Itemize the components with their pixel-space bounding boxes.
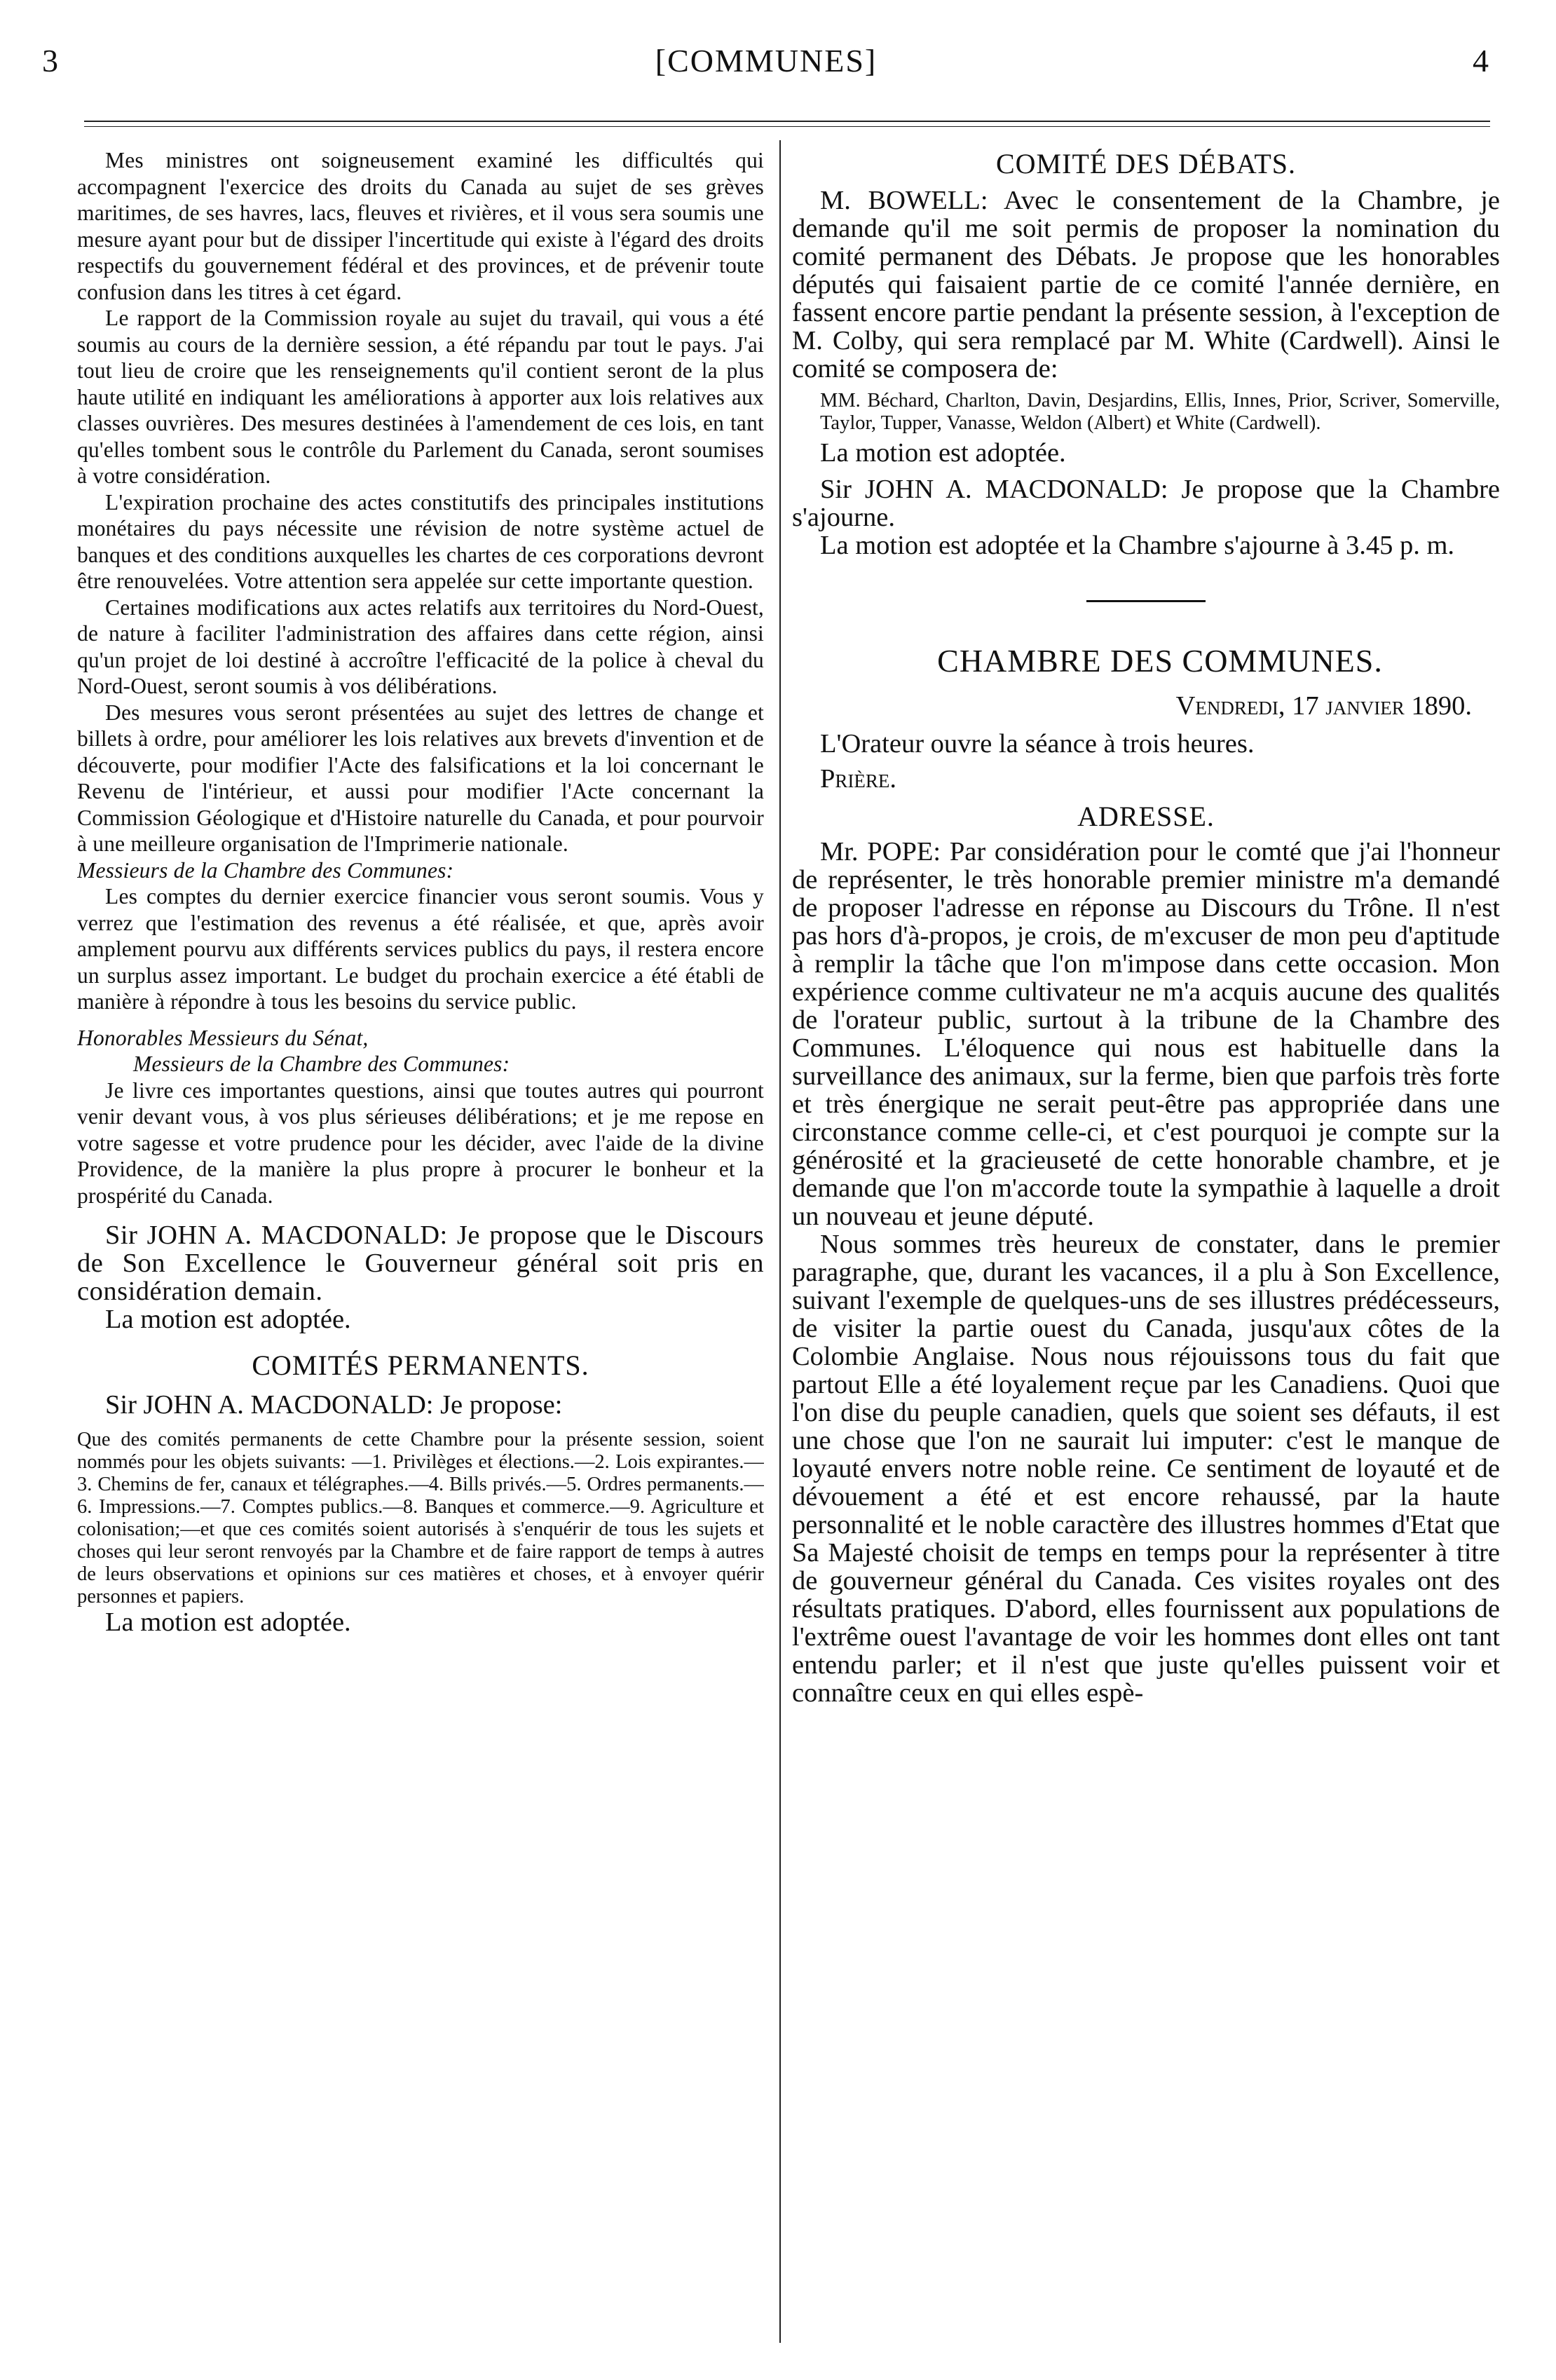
page-number-left: 3 (42, 43, 60, 79)
macdonald-motion-speech: Sir JOHN A. MACDONALD: Je propose que le Discours de Son Excellence le Gouverneur général soit pris en considération demain. (77, 1220, 764, 1306)
prayer: Prière. (820, 764, 897, 794)
address-senate: Honorables Messieurs du Sénat, (77, 1025, 369, 1050)
speech-paragraph: Des mesures vous seront présentées au sujet des lettres de change et billets à ordre, pour améliorer les lois relatives aux brevets d'invention et de découverte, pour modifier l'Acte des falsifications et la loi concernant le Revenu de l'intérieur, et aussi pour modifier l'Acte concernant la Commission Géologique et d'Histoire naturelle du Canada, et pour pourvoir à une meilleure organisation de l'Imprimerie nationale. (77, 700, 764, 856)
committees-text: Que des comités permanents de cette Chambre pour la présente session, soient nommés pour les objets suivants: —1. Privilèges et élections.—2. Lois expirantes.—3. Chemins de fer, canaux et télégraphes.—4. Bills privés.—5. Ordres permanents.—6. Impressions.—7. Comptes publics.—8. Banques et commerce.—9. Agriculture et colonisation;—et que ces comités soient autorisés à s'enquérir de tous les sujets et choses qui leur seront renvoyés par la Chambre et de faire rapport de temps à autres de leurs observations et opinions sur ces matières et choses, et à envoyer quérir personnes et papiers. (77, 1429, 764, 1607)
running-header (42, 42, 1490, 91)
running-title: [COMMUNES] (655, 43, 878, 79)
pope-speech-2: Nous sommes très heureux de constater, dans le premier paragraphe, que, durant les vacances, il a plu à Son Excellence, suivant l'exemple de quelques-uns de ses illustres prédécesseurs, de visiter la partie ouest du Canada, jusqu'aux côtes de la Colombie Anglaise. Nous nous réjouissons tous du fait que partout Elle a été loyalement reçue par les Canadiens. Quoi que l'on dise du peuple canadien, quels que soient ses défauts, il est une chose que l'on ne saurait lui imputer: c'est le manque de loyauté envers notre noble reine. Ce sentiment de loyauté et de dévouement a été et est encore rehaussé, par la haute personnalité et le noble caractère des illustres hommes d'Etat que Sa Majesté choisit de temps en temps pour la représenter à titre de gouverneur général du Canada. Ces visites royales ont des résultats pratiques. D'abord, elles fournissent aux populations de l'extrême ouest l'avantage de voir les hommes dont elles ont tant entendu parler; et il n'est que juste qu'elles puissent voir et connaître ceux en qui elles espè- (792, 1230, 1500, 1708)
motion-adjourn: La motion est adoptée et la Chambre s'ajourne à 3.45 p. m. (820, 531, 1455, 560)
heading-chamber: CHAMBRE DES COMMUNES. (937, 643, 1383, 679)
macdonald-section (77, 1221, 764, 1419)
column-divider (779, 140, 781, 2343)
motion-adopted-3: La motion est adoptée. (820, 438, 1066, 468)
header-rule-thin (84, 126, 1490, 127)
debates-committee-section (792, 147, 1500, 383)
members-list (792, 390, 1500, 435)
committee-members: MM. Béchard, Charlton, Davin, Desjardins, Ellis, Innes, Prior, Scriver, Somerville, Taylor, Tupper, Vanasse, Weldon (Albert) et White (Cardwell). (820, 390, 1500, 434)
address-commons-2: Messieurs de la Chambre des Communes: (133, 1052, 510, 1076)
speech-paragraph: Le rapport de la Commission royale au sujet du travail, qui vous a été soumis au cours de la dernière session, a été répandu par tout le pays. J'ai tout lieu de croire que les renseignements qu'il contient seront de la plus haute utilité en indiquant les améliorations à apporter aux lois relatives aux classes ouvrières. Des mesures destinées à l'amendement de ces lois, en tant qu'elles tombent sous le contrôle du Parlement du Canada, seront soumises à votre considération. (77, 306, 764, 488)
speech-paragraph: L'expiration prochaine des actes constitutifs des principales institutions monétaires du pays nécessite une révision de notre système actuel de banques et des conditions auxquelles les chartes de ces corporations devront être renouvelées. Votre attention sera appelée sur cette importante question. (77, 489, 764, 593)
speech-paragraph: Mes ministres ont soigneusement examiné les difficultés qui accompagnent l'exercice des droits du Canada au sujet de ses grèves maritimes, de ses havres, lacs, fleuves et rivières, et il vous sera soumis une mesure ayant pour but de dissiper l'incertitude qui existe à l'égard des droits respectifs du gouvernement fédéral et des provinces, et de prévenir toute confusion dans les titres à cet égard. (77, 148, 764, 304)
commons-paragraph: Les comptes du dernier exercice financier vous seront soumis. Vous y verrez que l'estimation des revenus a été réalisée, et que, après avoir amplement pourvu aux différents services publics du pays, il restera encore un surplus assez important. Le budget du prochain exercice a été établi de manière à répondre à tous les besoins du service public. (77, 884, 764, 1014)
speech-paragraph: Certaines modifications aux actes relatifs aux territoires du Nord-Ouest, de nature à faciliter l'administration des affaires dans cette région, ainsi qu'un projet de loi destiné à accroître l'efficacité de la police à cheval du Nord-Ouest, seront soumis à vos délibérations. (77, 594, 764, 698)
address-commons: Messieurs de la Chambre des Communes: (77, 857, 454, 883)
sitting-date: Vendredi, 17 janvier 1890. (1175, 691, 1472, 721)
header-rule (84, 121, 1490, 122)
macdonald-motion-committees: Sir JOHN A. MACDONALD: Je propose: (105, 1390, 563, 1420)
heading-address: ADRESSE. (1077, 801, 1215, 832)
adjournment-section (792, 439, 1500, 559)
motion-adopted-2: La motion est adoptée. (105, 1607, 351, 1637)
left-column (77, 147, 764, 2355)
speaker-opens: L'Orateur ouvre la séance à trois heures. (820, 729, 1255, 759)
bowell-speech: M. BOWELL: Avec le consentement de la Chambre, je demande qu'il me soit permis de proposer la nomination du comité permanent des Débats. Je propose que les honorables députés qui faisaient partie de ce comité l'année dernière, en fassent encore partie pendant la présente session, à l'exception de M. Colby, qui sera remplacé par M. White (Cardwell). Ainsi le comité se composera de: (792, 186, 1500, 383)
right-column (792, 147, 1500, 2355)
sitting-section (792, 641, 1500, 1707)
page-number-right: 4 (1473, 43, 1490, 79)
pope-speech-1: Mr. POPE: Par considération pour le comté que j'ai l'honneur de représenter, le très honorable premier ministre m'a demandé de proposer l'adresse en réponse au Discours du Trône. Il n'est pas hors d'à-propos, je crois, de m'excuser de mon peu d'aptitude à remplir la tâche que l'on m'impose dans cette occasion. Mon expérience comme cultivateur ne m'a acquis aucune des qualités de l'orateur public, surtout à la tribune de la Chambre des Communes. L'éloquence qui nous est habituelle dans la surveillance des animaux, sur la ferme, bien que parfois très forte et très énergique ne serait peut-être pas appropriée dans une circonstance comme celle-ci, et c'est pourquoi je compte sur la générosité et la gracieuseté de cette honorable chambre, et je demande que l'on m'accorde toute la sympathie à laquelle a droit un nouveau et jeune député. (792, 837, 1500, 1231)
heading-debates: COMITÉ DES DÉBATS. (995, 148, 1297, 179)
macdonald-adjourn: Sir JOHN A. MACDONALD: Je propose que la Chambre s'ajourne. (792, 475, 1500, 532)
committees-list (77, 1429, 764, 1608)
throne-speech-continuation (77, 147, 764, 1209)
heading-committees: COMITÉS PERMANENTS. (252, 1349, 589, 1381)
section-rule (1086, 600, 1206, 602)
closing-paragraph: Je livre ces importantes questions, ainsi que toutes autres qui pourront venir devant vous, à vos plus sérieuses délibérations; et je me repose en votre sagesse et votre prudence pour les décider, avec l'aide de la divine Providence, de la manière la plus propre à procurer le bonheur et la prospérité du Canada. (77, 1077, 764, 1208)
motion-adopted: La motion est adoptée. (105, 1305, 351, 1334)
motion-section (77, 1608, 764, 1636)
